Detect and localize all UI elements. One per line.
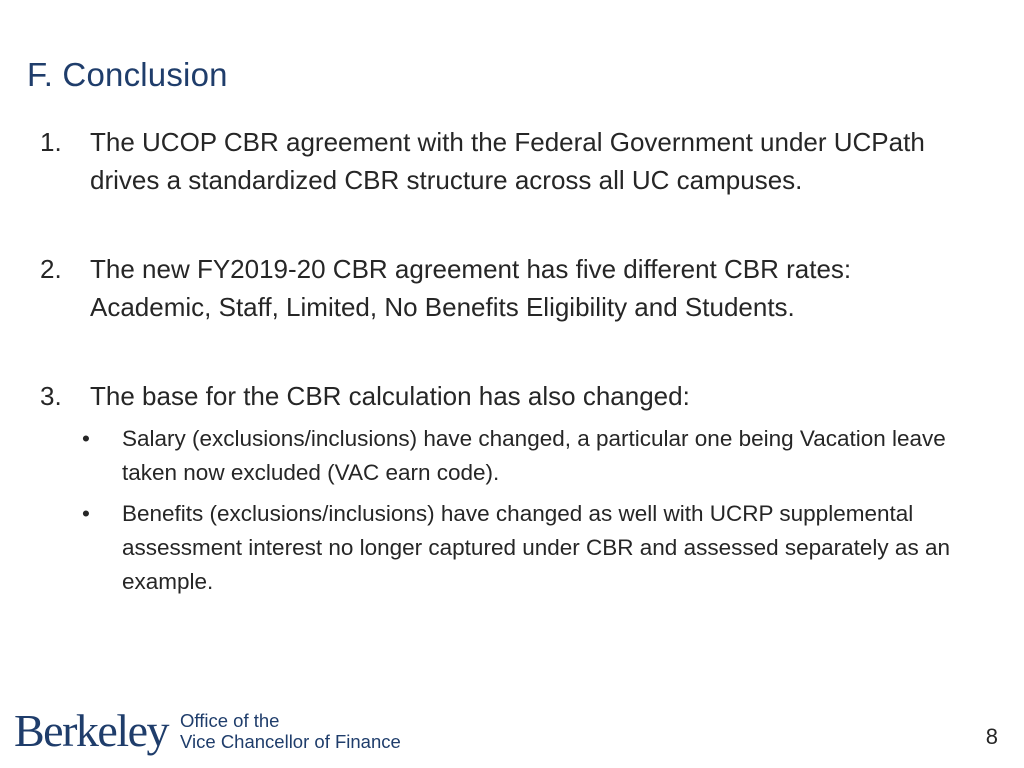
sub-bullet-text: Benefits (exclusions/inclusions) have changed as well with UCRP supplemental assessment interest no longer captured under CBR and assessed separately as an example.	[122, 501, 950, 594]
bullet-marker: •	[82, 426, 90, 451]
berkeley-wordmark: Berkeley	[14, 705, 169, 756]
page-number: 8	[985, 724, 998, 749]
list-item-number: 1.	[40, 127, 62, 157]
office-name	[180, 710, 401, 752]
list-item-text: The UCOP CBR agreement with the Federal Government under UCPath drives a standardized CBR structure across all UC campuses.	[90, 127, 925, 195]
list-item-text: The base for the CBR calculation has also changed:	[90, 381, 690, 411]
sub-bullet-text: Salary (exclusions/inclusions) have changed, a particular one being Vacation leave taken now excluded (VAC earn code).	[122, 426, 946, 485]
office-line-1: Office of the	[180, 710, 280, 731]
list-item-text: The new FY2019-20 CBR agreement has five different CBR rates: Academic, Staff, Limited, No Benefits Eligibility and Students.	[90, 254, 852, 322]
list-item-2	[40, 250, 970, 326]
sub-bullet-1	[82, 422, 962, 490]
list-item-number: 2.	[40, 254, 62, 284]
list-item-1	[40, 123, 970, 199]
list-item-3	[40, 377, 970, 415]
berkeley-logo	[14, 705, 401, 757]
bullet-marker: •	[82, 501, 90, 526]
slide-title: F. Conclusion	[27, 56, 228, 93]
list-item-number: 3.	[40, 381, 62, 411]
office-line-2: Vice Chancellor of Finance	[180, 731, 401, 752]
sub-bullet-2	[82, 497, 962, 599]
